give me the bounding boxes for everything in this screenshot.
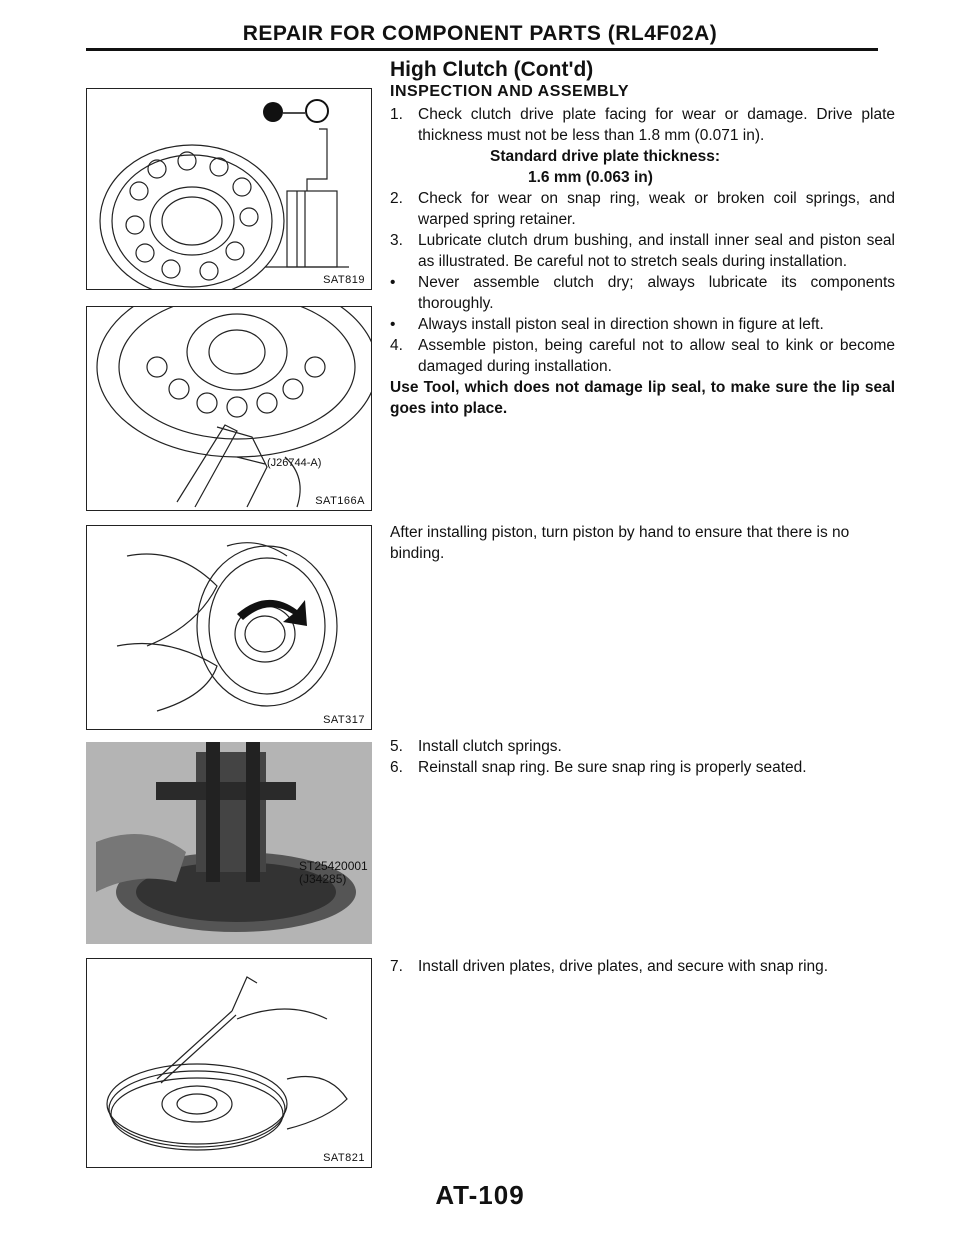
figure-turn-piston-by-hand — [86, 525, 372, 730]
step-text: Check clutch drive plate facing for wear or damage. Drive plate thickness must not be less than 1.8 mm (0.071 in). — [418, 106, 895, 144]
snap-ring-tool-photo — [86, 742, 372, 944]
step-1 — [390, 104, 895, 146]
figure-code: SAT166A — [315, 495, 365, 507]
section-subtitle: INSPECTION AND ASSEMBLY — [390, 83, 630, 100]
step-number: 4. — [390, 337, 403, 354]
step-number: 2. — [390, 190, 403, 207]
bullet-text: Always install piston seal in direction shown in figure at left. — [418, 316, 824, 333]
step-number: 6. — [390, 759, 403, 776]
standard-thickness-label: Standard drive plate thickness: — [490, 148, 720, 165]
step-number: 7. — [390, 958, 403, 975]
bullet-seal-direction — [390, 314, 895, 335]
tool-alt-number-label: (J34285) — [299, 872, 347, 886]
tool-note: Use Tool, which does not damage lip seal, to make sure the lip seal goes into place. — [390, 379, 895, 417]
piston-hand-illustration — [87, 526, 372, 730]
step-text: Install driven plates, drive plates, and secure with snap ring. — [418, 958, 829, 975]
step-2 — [390, 188, 895, 230]
section-title: High Clutch (Cont'd) — [390, 58, 594, 81]
plates-step — [390, 956, 895, 977]
step-7 — [390, 956, 895, 977]
tool-callout: (J26744-A) — [267, 457, 322, 469]
step-3 — [390, 230, 895, 272]
step-6 — [390, 757, 895, 778]
bullet-text: Never assemble clutch dry; always lubricate its components thoroughly. — [418, 274, 895, 312]
bullet-lubricate — [390, 272, 895, 314]
after-piston-text: After installing piston, turn piston by hand to ensure that there is no binding. — [390, 524, 850, 562]
step-number: 3. — [390, 232, 403, 249]
plates-snap-ring-illustration — [87, 959, 372, 1168]
figure-photo-snap-ring-tool — [86, 742, 372, 944]
standard-thickness-value: 1.6 mm (0.063 in) — [528, 169, 653, 186]
step-text: Reinstall snap ring. Be sure snap ring is properly seated. — [418, 759, 807, 776]
figure-code: SAT819 — [323, 274, 365, 286]
clutch-drum-illustration — [87, 89, 372, 290]
figure-clutch-drum-seals — [86, 88, 372, 290]
spring-steps — [390, 736, 895, 778]
figure-lip-seal-tool — [86, 306, 372, 511]
tool-number-label: ST25420001 — [299, 859, 368, 873]
step-text: Assemble piston, being careful not to allow seal to kink or become damaged during installation. — [418, 337, 895, 375]
step-text: Check for wear on snap ring, weak or broken coil springs, and warped spring retainer. — [418, 190, 895, 228]
bullet-icon: • — [390, 274, 396, 291]
page-header-title: REPAIR FOR COMPONENT PARTS (RL4F02A) — [242, 22, 718, 45]
figure-code: SAT317 — [323, 714, 365, 726]
step-text: Install clutch springs. — [418, 738, 562, 755]
step-5 — [390, 736, 895, 757]
bullet-icon: • — [390, 316, 396, 333]
header-rule — [86, 48, 878, 51]
inspection-steps — [390, 104, 895, 419]
seal-tool-illustration — [87, 307, 372, 511]
step-number: 5. — [390, 738, 403, 755]
figure-code: SAT821 — [323, 1152, 365, 1164]
step-4 — [390, 335, 895, 377]
step-number: 1. — [390, 106, 403, 123]
figure-install-plates-snap-ring — [86, 958, 372, 1168]
page-number: AT-109 — [435, 1180, 525, 1210]
step-text: Lubricate clutch drum bushing, and install inner seal and piston seal as illustrated. Be careful not to stretch seals during installation. — [418, 232, 895, 270]
